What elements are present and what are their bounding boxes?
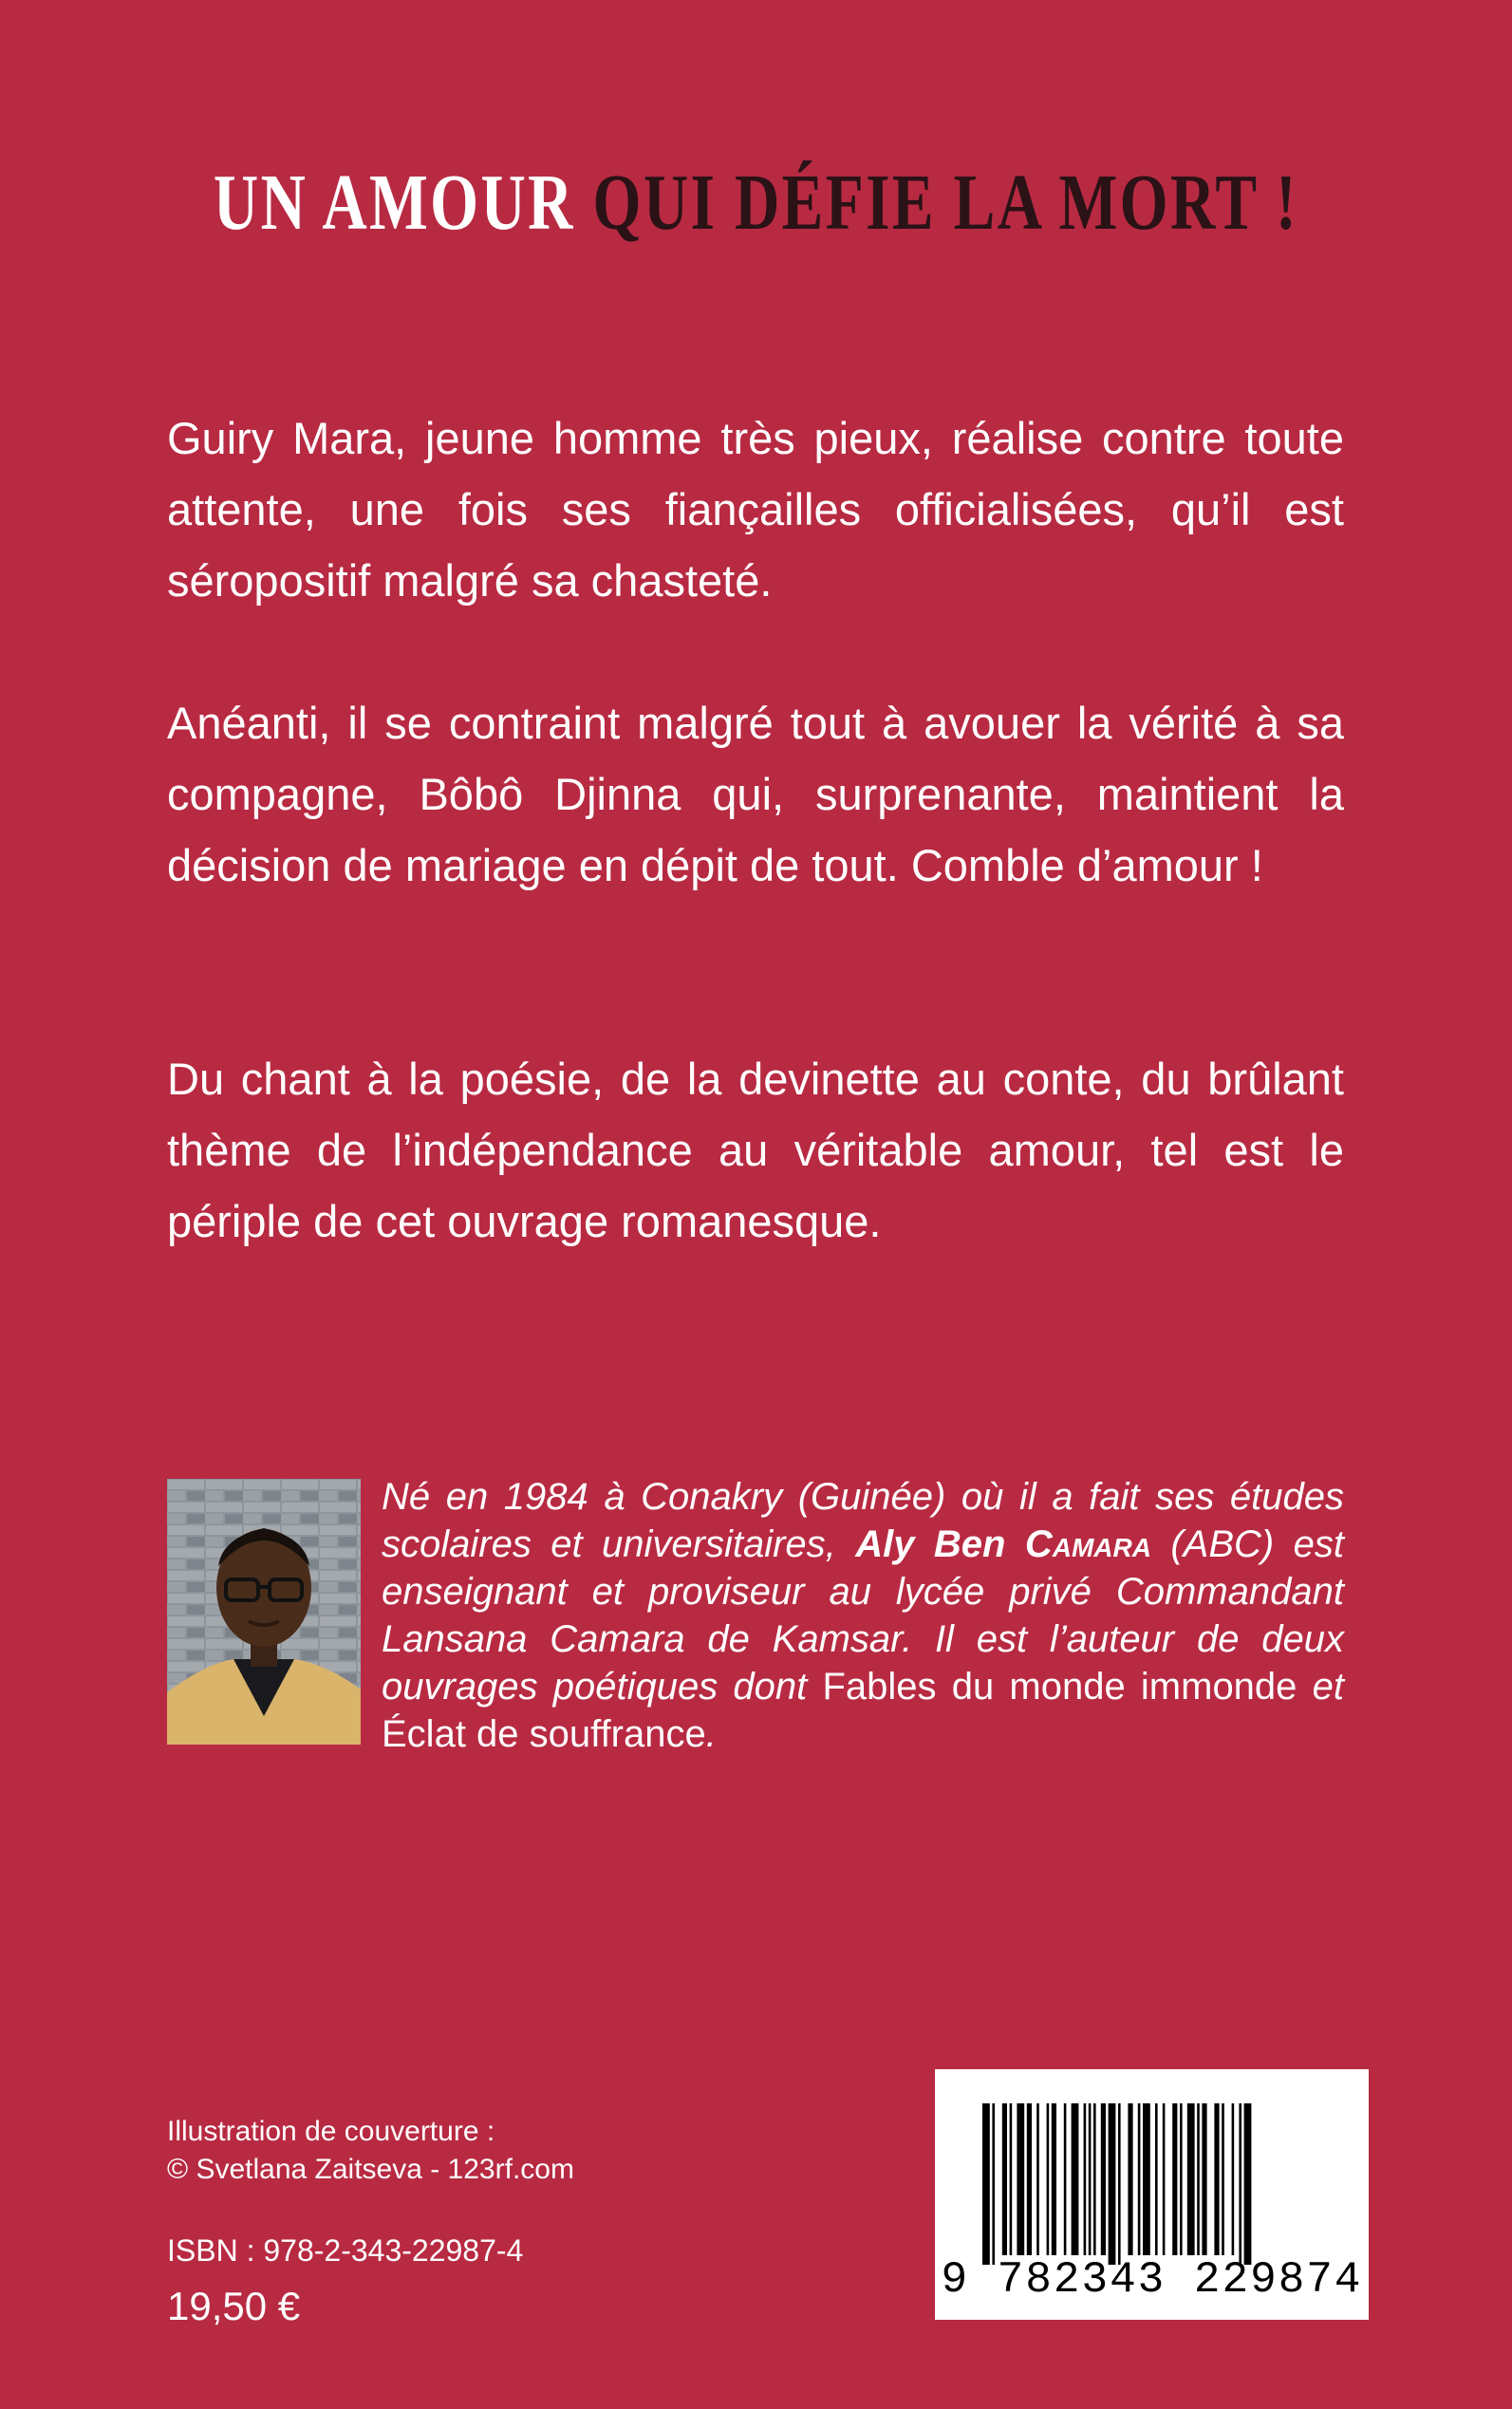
barcode-bar [1072, 2103, 1079, 2255]
author-last-name: Camara [1024, 1523, 1151, 1565]
bio-text-1: Né en 1984 à Conakry (Guinée) où il a fait ses études scolaires et universitaires, [382, 1476, 1344, 1565]
cover-credits [167, 2113, 574, 2189]
blurb-paragraph-2: Anéanti, il se contraint malgré tout à avouer la vérité à sa compagne, Bôbô Djinna qui, surprenante, maintient la décision de mariage en dépit de tout. Comble d’amour ! [167, 698, 1344, 890]
barcode-bar [1187, 2103, 1195, 2255]
title-part-white: UN AMOUR [213, 159, 575, 247]
blurb-paragraph-3: Du chant à la poésie, de la devinette au conte, du brûlant thème de l’indépendance au véritable amour, tel est le périple de cet ouvrage romanesque. [167, 1054, 1344, 1246]
barcode-bar [1138, 2103, 1141, 2255]
barcode-bar [1017, 2103, 1024, 2255]
isbn-text: ISBN : 978-2-343-22987-4 [167, 2233, 524, 2268]
barcode-bar [1197, 2103, 1200, 2255]
barcode-bar [1101, 2103, 1106, 2255]
barcode-bar [1128, 2103, 1132, 2255]
barcode-bar [1093, 2103, 1096, 2255]
barcode-bar [982, 2103, 990, 2265]
barcode-bar [1155, 2103, 1158, 2255]
title-part-dark: QUI DÉFIE LA MORT ! [592, 159, 1299, 247]
bio-work-1: Fables du monde immonde [822, 1666, 1297, 1708]
author-first-name: Aly Ben [855, 1523, 1006, 1565]
barcode-bar [1180, 2103, 1183, 2255]
bio-connector: et [1297, 1666, 1344, 1708]
barcode-bar [1239, 2103, 1241, 2265]
barcode-bar [1244, 2103, 1252, 2265]
barcode-bar [1232, 2103, 1235, 2255]
barcode-bar [1084, 2103, 1087, 2255]
barcode-bar [1118, 2103, 1121, 2265]
barcode-bar [1010, 2103, 1013, 2255]
barcode-bar [1052, 2103, 1056, 2255]
bio-work-2: Éclat de souffrance [382, 1713, 706, 1755]
barcode-bar [1002, 2103, 1007, 2255]
barcode-bar [1089, 2103, 1092, 2255]
price-text: 19,50 € [167, 2284, 301, 2328]
barcode-bar [992, 2103, 995, 2265]
barcode-bar [1027, 2103, 1032, 2255]
book-title [166, 157, 1346, 249]
author-bio [167, 1473, 1344, 1758]
barcode-digits: 9 782343 229874 [941, 2255, 1363, 2305]
barcode-bar [1109, 2103, 1116, 2265]
barcode-bar [1202, 2103, 1206, 2255]
credits-line-2: © Svetlana Zaitseva - 123rf.com [167, 2154, 574, 2185]
barcode-bar [1036, 2103, 1039, 2255]
barcode-bar [1163, 2103, 1166, 2255]
barcode-bar [1047, 2103, 1050, 2255]
barcode-bar [1222, 2103, 1224, 2255]
barcode-bar [1064, 2103, 1067, 2255]
barcode-bar [1143, 2103, 1150, 2255]
bio-text-2: (ABC) est enseignant et proviseur au lycée privé Commandant Lansana Camara de Kamsar. Il est l’auteur de deux ouvrages poétiques dont [382, 1523, 1344, 1708]
barcode-bar [1172, 2103, 1177, 2255]
barcode [935, 2069, 1369, 2320]
barcode-bar [1214, 2103, 1219, 2255]
blurb-paragraph-1: Guiry Mara, jeune homme très pieux, réalise contre toute attente, une fois ses fiançailles officialisées, qu’il est séropositif malgré sa chasteté. [167, 413, 1344, 606]
credits-line-1: Illustration de couverture : [167, 2116, 495, 2147]
bio-end: . [705, 1713, 717, 1755]
